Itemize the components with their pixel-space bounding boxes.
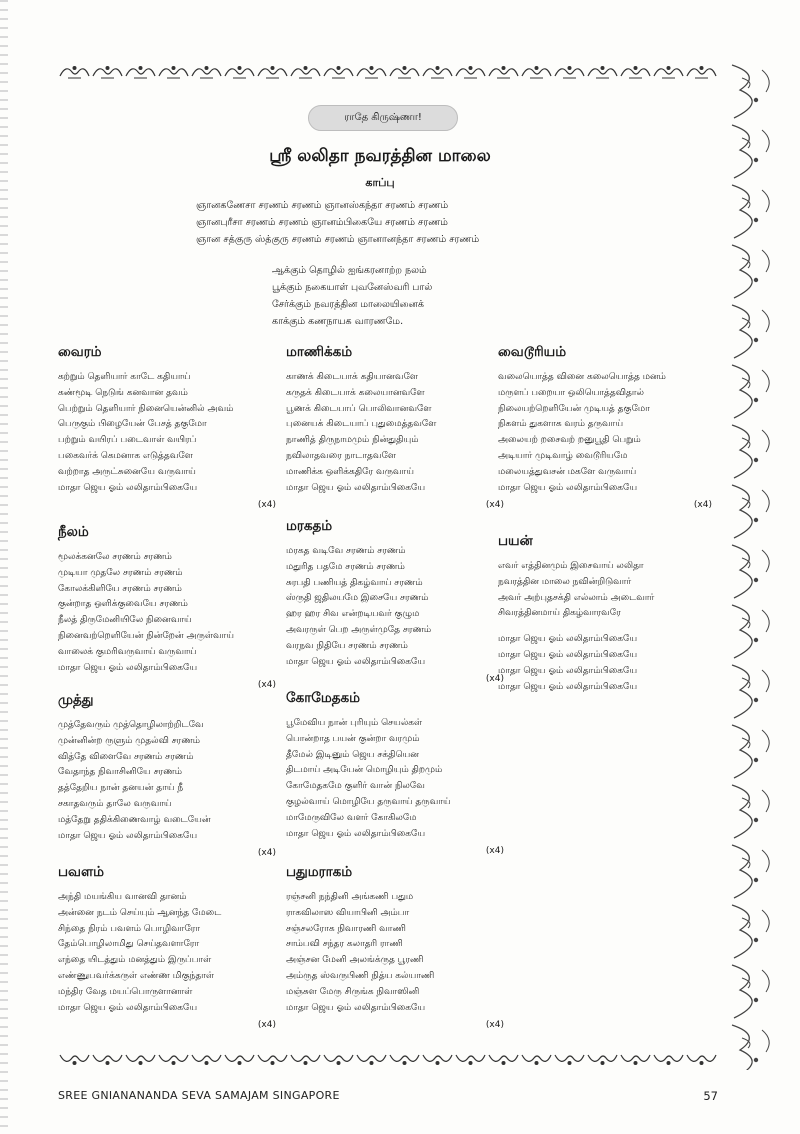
verse-line: அடியார் முடிவாழ் வைடூரியமே bbox=[498, 450, 628, 461]
verse-line: நிலையற்றெளியேன் முடியத் தகுமோ bbox=[498, 403, 650, 414]
verse-line: பெற்றும் தெளியார் நினையென்னில் அவம் bbox=[58, 403, 234, 414]
section-heading: பவளம் bbox=[58, 864, 105, 880]
kappu-heading: காப்பு bbox=[365, 176, 395, 189]
verse-line: வேதாந்த நிவாசினியே சரணம் bbox=[58, 767, 182, 778]
kappu-line: ஞானகணேசா சரணம் சரணம் ஞானஸ்கந்தா சரணம் சரணம் bbox=[196, 200, 449, 211]
repeat-marker: (x4) bbox=[485, 1020, 504, 1031]
kappu-line: ஞானபுரீசா சரணம் சரணம் ஞானம்பிகையே சரணம் சரணம் bbox=[196, 217, 448, 228]
verse-line: பூமேவிய நான் புரியும் செயல்கள் bbox=[286, 718, 423, 728]
verse-line: மஞ்சுள மேரு சிருங்க நிவாஸினி bbox=[286, 986, 420, 997]
verse-line: மாதா ஜெய ஓம் லலிதாம்பிகையே bbox=[286, 656, 426, 667]
verse-line: மாணிக்க ஒளிக்கதிரே வருவாய் bbox=[286, 466, 414, 477]
verse-line: வலையொத்த வினை கலையொத்த மனம் bbox=[498, 372, 666, 382]
verse-line: காக்கும் கணநாயக வாரணமே. bbox=[272, 316, 404, 327]
verse-line: புனையக் கிடையாப் புதுமைத்தவளே bbox=[286, 419, 437, 430]
verse-line: மாமேருவிலே வளர் கோகிலமே bbox=[286, 812, 417, 823]
section-neelam bbox=[58, 524, 276, 692]
repeat-marker: (x4) bbox=[257, 680, 276, 691]
ornamental-border-top bbox=[58, 62, 718, 82]
verse-line: ஹர ஹர சிவ என்றடியவர் குழும bbox=[286, 609, 420, 620]
verse-line: பெருகும் பிழையேன் பேசத் தகுமோ bbox=[58, 419, 207, 430]
section-heading: முத்து bbox=[58, 692, 94, 708]
section-heading: மாணிக்கம் bbox=[286, 344, 353, 360]
verse-line: மருளப் பறையா ஒலியொத்தவிதால் bbox=[498, 387, 645, 398]
verse-line: மூலக்கனலே சரணம் சரணம் bbox=[58, 552, 172, 562]
closing-line: மாதா ஜெய ஓம் லலிதாம்பிகையே bbox=[498, 649, 638, 660]
header-banner: ராதே கிருஷ்ணா! bbox=[308, 105, 458, 131]
spiral-binding bbox=[0, 0, 8, 1134]
verse-line: தத்தேறிய நான் தனயன் தாய் நீ bbox=[58, 783, 184, 794]
verse-line: சிந்தை நிரம் பவளம் பொழிவாரோ bbox=[58, 923, 201, 934]
verse-line: தேம்பொழிலாமிது செய்தவளாரோ bbox=[58, 939, 200, 950]
verse-line: மாதா ஜெய ஓம் லலிதாம்பிகையே bbox=[498, 482, 638, 493]
section-padhumaragam bbox=[286, 864, 504, 1032]
verse-line: கண்மூடி நெடுங் கனவான தவம் bbox=[58, 387, 188, 398]
closing-line: மாதா ஜெய ஓம் லலிதாம்பிகையே bbox=[498, 634, 638, 645]
verse-line: மாதா ஜெய ஓம் லலிதாம்பிகையே bbox=[286, 482, 426, 493]
verse-line: அஞ்சன மேனி அலங்க்ருத பூரணி bbox=[286, 955, 424, 966]
verse-line: பூக்கும் நகையாள் புவனேஸ்வரி பால் bbox=[272, 282, 433, 293]
ornamental-border-right bbox=[722, 60, 784, 1070]
section-vaiduryam bbox=[498, 344, 712, 512]
repeat-marker: (x4) bbox=[485, 500, 504, 511]
verse-line: குழல்வாய் மொழியே தருவாய் தருவாய் bbox=[286, 796, 451, 807]
closing-line: மாதா ஜெய ஓம் லலிதாம்பிகையே bbox=[498, 665, 638, 676]
verse-line: எவர் எத்தினமும் இசைவாய் லலிதா bbox=[498, 561, 644, 571]
repeat-marker: (x4) bbox=[485, 846, 504, 857]
verse-line: நீலத் திருமேனியிலே நினைவாய் bbox=[58, 615, 192, 626]
verse-line: சிவரத்தினமாய் திகழ்வாரவரே bbox=[498, 608, 621, 619]
verse-line: சஞ்சலரோக நிவாரணி வாணி bbox=[286, 923, 406, 934]
verse-line: மத்தேறு ததிக்கிணைவாழ் வடையேன் bbox=[58, 814, 211, 825]
section-pavalam bbox=[58, 864, 276, 1032]
repeat-marker: (x4) bbox=[693, 500, 712, 511]
section-maragatham bbox=[286, 518, 504, 686]
verse-line: முன்னின்ற ருளும் முதல்வி சரணம் bbox=[58, 735, 201, 746]
verse-line: அவர் அற்புதசக்தி எல்லாம் அடைவார் bbox=[498, 592, 655, 603]
verse-line: பற்றும் வயிரப் படைவாள் வயிரப் bbox=[58, 435, 197, 446]
verse-line: எந்தை யிடத்தும் மனத்தும் இருப்பாள் bbox=[58, 955, 212, 966]
verse-line: சுரபதி பணியத் திகழ்வாய் சரணம் bbox=[286, 577, 423, 588]
verse-line: முடியா முதலே சரணம் சரணம் bbox=[58, 567, 183, 578]
verse-line: மாதா ஜெய ஓம் லலிதாம்பிகையே bbox=[58, 662, 198, 673]
verse-line: தீமேல் இடினும் ஜெய சக்தியென bbox=[286, 749, 419, 760]
verse-line: சாம்பவி சந்தர கலாதரி ராணி bbox=[286, 939, 403, 950]
verse-line: மாதா ஜெய ஓம் லலிதாம்பிகையே bbox=[286, 1002, 426, 1013]
verse-line: கருதக் கிடையாக் கலையானவளே bbox=[286, 387, 425, 398]
verse-line: மலையத்துவசன் மகளே வருவாய் bbox=[498, 466, 637, 477]
section-heading: பயன் bbox=[498, 533, 533, 549]
verse-line: முத்தேவரும் முத்தொழிலாற்றிடவே bbox=[58, 720, 204, 730]
verse-line: கோமேதகமே குளிர் வான் நிலவே bbox=[286, 781, 425, 792]
ornamental-border-bottom bbox=[58, 1052, 718, 1068]
verse-line: மந்திர வேத மயப்பொருளானாள் bbox=[58, 986, 193, 997]
repeat-marker: (x4) bbox=[485, 674, 504, 685]
section-gomedhakam bbox=[286, 690, 504, 858]
kappu-line: ஞான சத்குரு ஸ்த்குரு சரணம் சரணம் ஞானானந்தா சரணம் சரணம் bbox=[196, 234, 480, 245]
verse-line: ராகவிலாஸ வியாபினி அம்பா bbox=[286, 907, 410, 918]
repeat-marker: (x4) bbox=[257, 1020, 276, 1031]
section-heading: பதுமராகம் bbox=[286, 864, 353, 880]
verse-line: அலையற் றசைவற் றனுபூதி பெறும் bbox=[498, 435, 641, 446]
verse-line: ரஞ்சனி நந்தினி அங்கணி பதும bbox=[286, 892, 414, 902]
verse-line: மதுரித பதமே சரணம் சரணம் bbox=[286, 561, 405, 572]
verse-line: திடமாய் அடியேன் மொழியும் திறமும் bbox=[286, 765, 443, 776]
verse-line: எண்ணுபவர்க்கருள் எண்ண மிகுந்தாள் bbox=[58, 970, 215, 981]
verse-line: மாதா ஜெய ஓம் லலிதாம்பிகையே bbox=[286, 828, 426, 839]
verse-line: சேர்க்கும் நவரத்தின மாலையினைக் bbox=[272, 299, 424, 310]
section-heading: மரகதம் bbox=[286, 518, 333, 534]
verse-line: நவிலாதவரை நாடாதவளே bbox=[286, 450, 397, 461]
footer-publisher: SREE GNIANANANDA SEVA SAMAJAM SINGAPORE bbox=[58, 1089, 340, 1102]
verse-line: பூணக் கிடையாப் பொலிவானவளே bbox=[286, 403, 432, 414]
page-number: 57 bbox=[703, 1089, 718, 1103]
section-heading: வைரம் bbox=[58, 344, 102, 360]
section-vairam bbox=[58, 344, 276, 512]
verse-line: மாதா ஜெய ஓம் லலிதாம்பிகையே bbox=[58, 830, 198, 841]
verse-line: நினைவற்றெளியேன் நின்றேன் அருள்வாய் bbox=[58, 630, 234, 641]
verse-line: அன்னை நடம் செய்யும் ஆனந்த மேடை bbox=[58, 907, 222, 918]
kappu-block bbox=[196, 197, 616, 248]
section-heading: வைடூரியம் bbox=[498, 344, 567, 360]
section-heading: கோமேதகம் bbox=[286, 690, 361, 706]
verse-line: பொன்றாத பயன் குன்றா வரமும் bbox=[286, 733, 420, 744]
repeat-marker: (x4) bbox=[257, 848, 276, 859]
verse-line: கோலக்கிளியே சரணம் சரணம் bbox=[58, 583, 182, 594]
verse-line: நவரத்தின மாலை நவின்றிடுவார் bbox=[498, 576, 632, 587]
page-title: ஸ்ரீ லலிதா நவரத்தின மாலை bbox=[269, 146, 491, 166]
verse-line: வாலைக் குமரிவருவாய் வருவாய் bbox=[58, 646, 197, 657]
verse-line: மரகத வடிவே சரணம் சரணம் bbox=[286, 546, 406, 556]
verse-line: ஸ்ருதி ஜதிலயமே இசையே சரணம் bbox=[286, 593, 429, 604]
verse-line: ஆக்கும் தொழில் ஐங்கரனாற்ற நலம் bbox=[272, 265, 427, 276]
verse-line: பகைவர்க் கெமனாக எடுத்தவளே bbox=[58, 450, 193, 461]
verse-line: குன்றாத ஒளிக்குவையே சரணம் bbox=[58, 599, 188, 610]
verse-line: மாதா ஜெய ஓம் லலிதாம்பிகையே bbox=[58, 1002, 198, 1013]
closing-line: மாதா ஜெய ஓம் லலிதாம்பிகையே bbox=[498, 681, 638, 692]
verse-line: கற்றும் தெளியார் காடே கதியாய் bbox=[58, 372, 191, 382]
verse-line: நாணித் திருநாமமும் நின்துதியும் bbox=[286, 435, 419, 446]
invocation-verse bbox=[272, 262, 512, 330]
verse-line: சகாதவரும் தாலே வருவாய் bbox=[58, 798, 172, 809]
verse-line: காணக் கிடையாக் கதியானவளே bbox=[286, 372, 419, 382]
verse-line: அந்தி மயங்கிய வானவி தானம் bbox=[58, 892, 187, 902]
verse-line: வற்றாத அருட்சுனையே வருவாய் bbox=[58, 466, 196, 477]
section-heading: நீலம் bbox=[58, 524, 89, 540]
section-muthu bbox=[58, 692, 276, 860]
repeat-marker: (x4) bbox=[257, 500, 276, 511]
verse-line: அவரருள் பெற அருள்முதே சரணம் bbox=[286, 624, 432, 635]
verse-line: நிகளம் துகளாக வரம் தருவாய் bbox=[498, 419, 624, 430]
verse-line: வித்தே விளைவே சரணம் சரணம் bbox=[58, 751, 194, 762]
verse-line: வரநவ நிதியே சரணம் சரணம் bbox=[286, 640, 408, 651]
verse-line: மாதா ஜெய ஓம் லலிதாம்பிகையே bbox=[58, 482, 198, 493]
verse-line: அம்ருத ஸ்வருபிணி நித்ய கல்யாணி bbox=[286, 970, 435, 981]
section-payan bbox=[498, 533, 712, 695]
section-manikkam bbox=[286, 344, 504, 512]
